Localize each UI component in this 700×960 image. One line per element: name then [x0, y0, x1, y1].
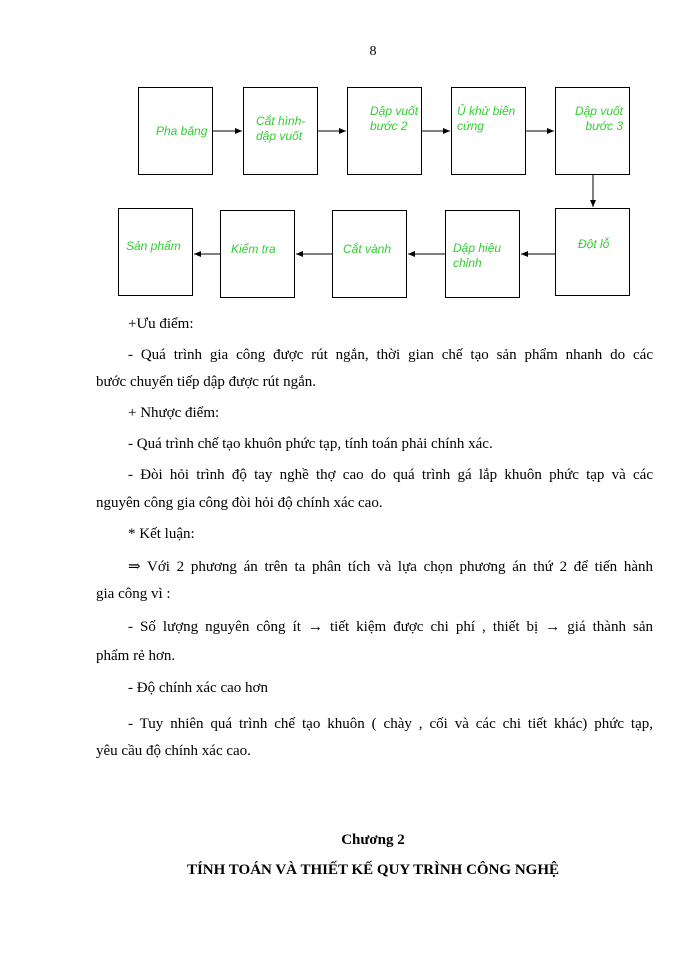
advantage-1-line-2: bước chuyển tiếp dập được rút ngắn.	[96, 374, 316, 390]
flow-step-label: Dập vuốt bước 3	[574, 104, 623, 133]
advantage-1-line-1: - Quá trình gia công được rút ngắn, thời gian chế tạo sản phẩm nhanh do các	[128, 347, 653, 363]
disadvantage-1: - Quá trình chế tạo khuôn phức tạp, tính toán phải chính xác.	[128, 436, 493, 452]
flow-step-label: Dập vuốt bước 2	[370, 104, 419, 133]
reason-2: - Độ chính xác cao hơn	[128, 680, 268, 696]
conclusion-line-1: ⇒ Với 2 phương án trên ta phân tích và lựa chọn phương án thứ 2 để tiến hành	[128, 559, 653, 575]
page-number: 8	[369, 44, 377, 59]
conclusion-heading: * Kết luận:	[128, 526, 195, 542]
chapter-number: Chương 2	[341, 832, 405, 848]
flow-step-label: Sản phẩm	[126, 239, 181, 253]
flow-step-label: Kiểm tra	[231, 242, 276, 256]
chapter-title: TÍNH TOÁN VÀ THIẾT KẾ QUY TRÌNH CÔNG NGHỆ	[186, 862, 560, 878]
advantages-heading: +Ưu điểm:	[128, 316, 194, 332]
flowchart-arrows	[0, 0, 700, 320]
reason-1-line-1: - Số lượng nguyên công ít → tiết kiệm được chi phí , thiết bị → giá thành sản	[128, 619, 653, 635]
reason-3-line-1: - Tuy nhiên quá trình chế tạo khuôn ( chày , cối và các chi tiết khác) phức tạp,	[128, 716, 653, 732]
disadvantage-2-line-2: nguyên công gia công đòi hỏi độ chính xác cao.	[96, 495, 383, 511]
flow-step-label: Pha băng	[156, 124, 208, 138]
reason-1-line-2: phẩm rẻ hơn.	[96, 648, 176, 664]
disadvantage-2-line-1: - Đòi hỏi trình độ tay nghề thợ cao do quá trình gá lắp khuôn phức tạp và các	[128, 467, 653, 483]
disadvantages-heading: + Nhược điểm:	[128, 405, 220, 421]
flow-step-label: Cắt vành	[343, 242, 392, 256]
flow-step-label: Cắt hình-dập vuốt	[256, 114, 306, 143]
flow-step-label: Đột lỗ	[578, 237, 610, 251]
conclusion-line-2: gia công vì :	[96, 586, 171, 602]
reason-3-line-2: yêu cầu độ chính xác cao.	[96, 743, 251, 759]
flow-step-label: Ủ khử biến cứng	[457, 104, 516, 133]
flow-step-label: Dập hiệu chỉnh	[453, 241, 502, 270]
